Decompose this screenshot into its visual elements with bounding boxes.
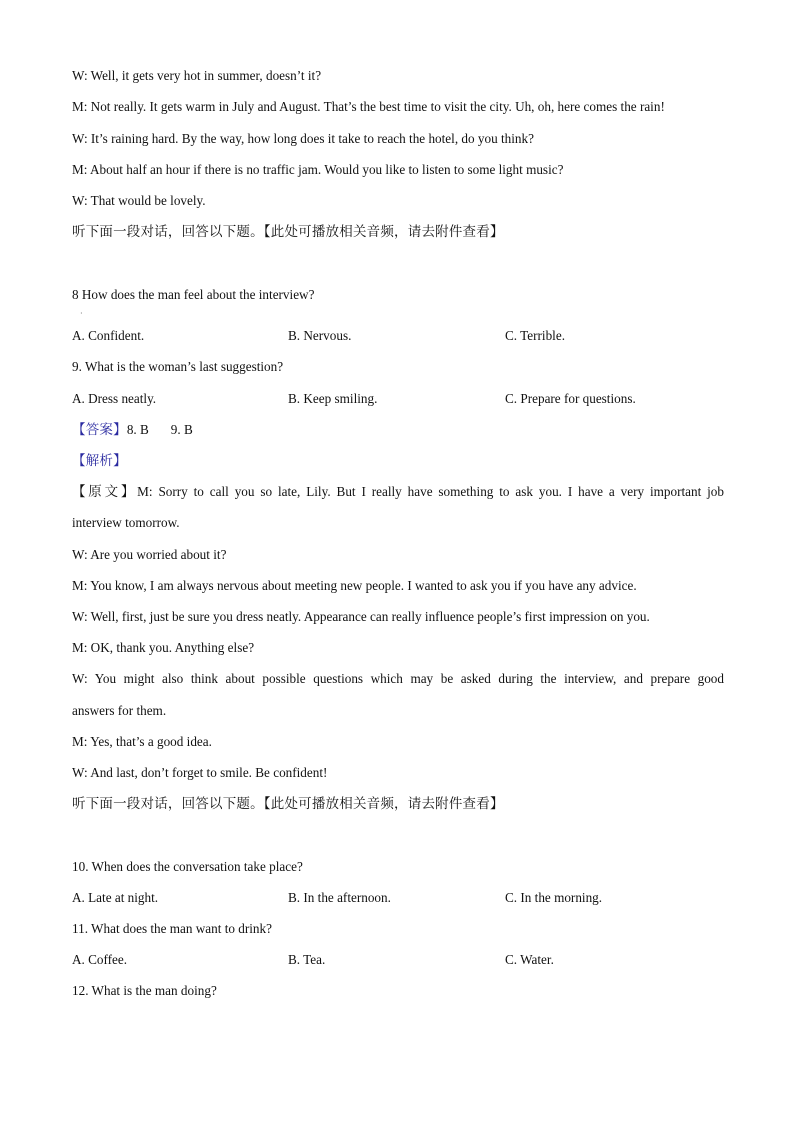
answer-line <box>72 421 724 439</box>
dialogue-line: M: About half an hour if there is no traffic jam. Would you like to listen to some light music? <box>72 162 564 177</box>
q11-option-c: C. Water. <box>505 952 554 967</box>
answer-8: 8. B <box>126 422 149 437</box>
dialogue-line: M: Not really. It gets warm in July and August. That’s the best time to visit the city. Uh, oh, here comes the rain! <box>72 99 665 114</box>
analysis-label: 【解析】 <box>72 453 127 469</box>
transcript-line: M: Yes, that’s a good idea. <box>72 734 212 749</box>
transcript-text: M: Sorry to call you so late, Lily. But I really have something to ask you. I have a very important job <box>137 484 724 499</box>
transcript-line: M: OK, thank you. Anything else? <box>72 640 255 655</box>
transcript-line: W: Well, first, just be sure you dress neatly. Appearance can really influence people’s first impression on you. <box>72 609 650 624</box>
q10-option-a: A. Late at night. <box>72 890 159 905</box>
stray-dot: · <box>80 309 83 318</box>
transcript-line: answers for them. <box>72 703 167 718</box>
transcript-label: 【原文】 <box>72 484 138 500</box>
transcript-line: interview tomorrow. <box>72 515 180 530</box>
listen-instruction: 听下面一段对话，回答以下题。【此处可播放相关音频，请去附件查看】 <box>72 224 504 240</box>
q11-option-a: A. Coffee. <box>72 952 128 967</box>
dialogue-line: W: That would be lovely. <box>72 193 206 208</box>
q9-option-c: C. Prepare for questions. <box>505 391 636 406</box>
q9-option-b: B. Keep smiling. <box>288 391 378 406</box>
transcript-line: W: Are you worried about it? <box>72 547 227 562</box>
q8-option-a: A. Confident. <box>72 328 145 343</box>
question-12: 12. What is the man doing? <box>72 983 217 998</box>
transcript-line: M: You know, I am always nervous about meeting new people. I wanted to ask you if you have any advice. <box>72 578 637 593</box>
question-11: 11. What does the man want to drink? <box>72 921 272 936</box>
q9-option-a: A. Dress neatly. <box>72 391 157 406</box>
dialogue-line: W: It’s raining hard. By the way, how long does it take to reach the hotel, do you think? <box>72 131 534 146</box>
answer-9: 9. B <box>170 422 193 437</box>
transcript-line: W: You might also think about possible questions which may be asked during the interview, and prepare good <box>72 671 724 686</box>
question-8: 8 How does the man feel about the interview? <box>72 287 315 302</box>
answer-label: 【答案】 <box>72 422 127 438</box>
question-10: 10. When does the conversation take place? <box>72 859 303 874</box>
listen-instruction: 听下面一段对话，回答以下题。【此处可播放相关音频，请去附件查看】 <box>72 796 504 812</box>
dialogue-line: W: Well, it gets very hot in summer, doesn’t it? <box>72 68 322 83</box>
question-9: 9. What is the woman’s last suggestion? <box>72 359 284 374</box>
q10-option-c: C. In the morning. <box>505 890 603 905</box>
q10-option-b: B. In the afternoon. <box>288 890 391 905</box>
transcript-line: W: And last, don’t forget to smile. Be confident! <box>72 765 328 780</box>
transcript-line <box>72 483 724 501</box>
q8-option-b: B. Nervous. <box>288 328 352 343</box>
q11-option-b: B. Tea. <box>288 952 326 967</box>
q8-option-c: C. Terrible. <box>505 328 565 343</box>
